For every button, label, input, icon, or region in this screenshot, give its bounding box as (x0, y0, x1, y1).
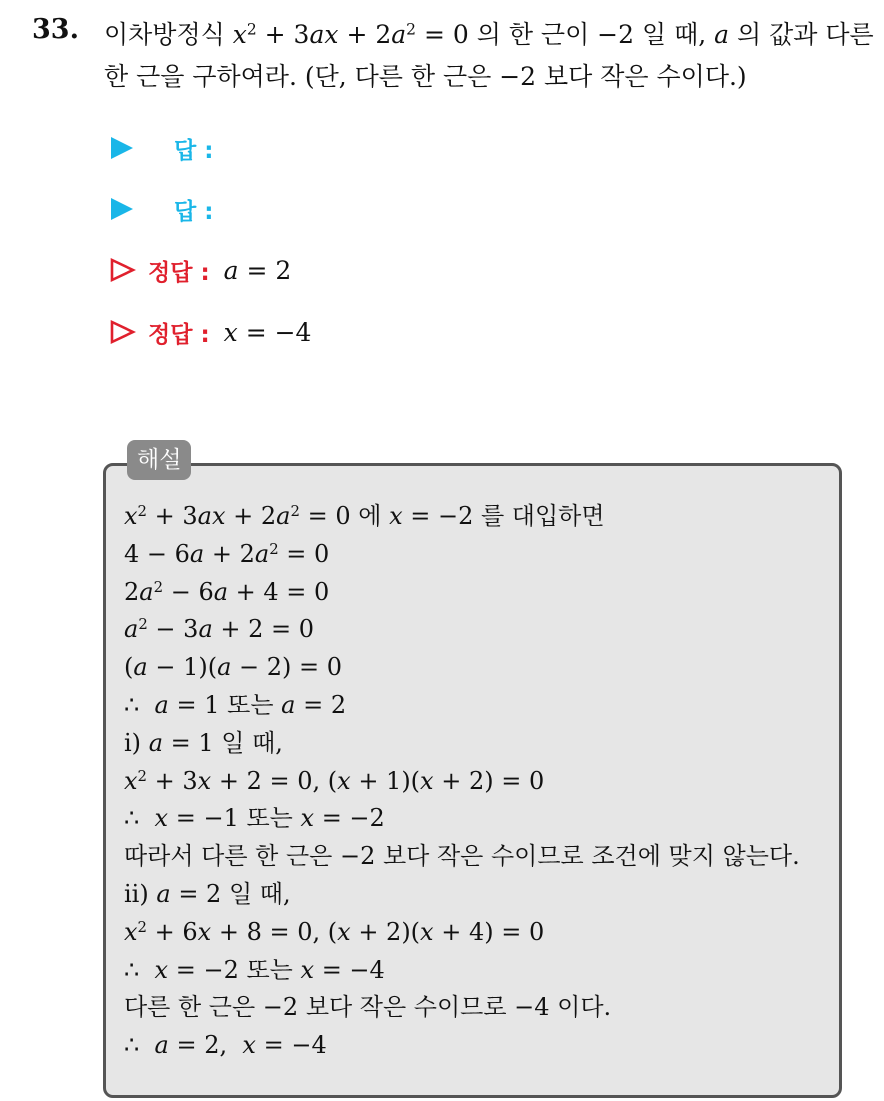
solution-line: ∴ a = 2, x = −4 (124, 1031, 327, 1060)
solution-line: $a^2 - 3a + 2 = 0$ (124, 615, 315, 644)
solution-line: $x^2 + 3x + 2 = 0$, (x + 1)(x + 2) = 0 (124, 766, 545, 795)
outline-triangle-icon (108, 256, 136, 284)
question-number: 33. (32, 14, 79, 45)
question-line-2: 한 근을 구하여라. (단, 다른 한 근은 −2 보다 작은 수이다.) (104, 62, 747, 91)
answer-label: 답 : (174, 137, 214, 164)
filled-triangle-icon (108, 195, 136, 223)
solution-line: ∴ x = −1 또는 x = −2 (124, 804, 385, 833)
solution-line: ∴ a = 1 또는 a = 2 (124, 690, 347, 719)
correct-answer-value: x = −4 (223, 317, 312, 347)
solution-line: $4 - 6a + 2a^2 = 0$ (124, 539, 330, 568)
solution-line: $2a^2 - 6a + 4 = 0$ (124, 577, 330, 606)
solution-line: i) a = 1 일 때, (124, 728, 283, 757)
solution-line: ii) a = 2 일 때, (124, 879, 291, 908)
solution-line: 따라서 다른 한 근은 −2 보다 작은 수이므로 조건에 맞지 않는다. (124, 842, 800, 871)
correct-answer-value: a = 2 (223, 255, 292, 285)
solution-line: $x^2 + 3ax + 2a^2 = 0$ 에 x = −2 를 대입하면 (124, 501, 605, 530)
question-text (104, 14, 874, 98)
solution-line: (a − 1)(a − 2) = 0 (124, 653, 343, 682)
answer-label: 답 : (174, 198, 214, 225)
solution-tab-label: 해설 (127, 440, 191, 480)
filled-triangle-icon (108, 134, 136, 162)
solution-line: ∴ x = −2 또는 x = −4 (124, 955, 385, 984)
correct-answer-label: 정답 : (148, 321, 210, 348)
correct-answer-2 (108, 312, 311, 352)
solution-lines (124, 498, 834, 1065)
question-line-1: 이차방정식 $x^2 + 3ax + 2a^2 = 0$ 의 한 근이 −2 일 때, a 의 값과 다른 (104, 20, 874, 49)
correct-answer-1 (108, 250, 291, 290)
answer-blank-1 (108, 128, 213, 168)
answer-blank-2 (108, 189, 213, 229)
outline-triangle-icon (108, 318, 136, 346)
solution-line: $x^2 + 6x + 8 = 0$, (x + 2)(x + 4) = 0 (124, 917, 545, 946)
solution-line: 다른 한 근은 −2 보다 작은 수이므로 −4 이다. (124, 993, 612, 1022)
correct-answer-label: 정답 : (148, 259, 210, 286)
